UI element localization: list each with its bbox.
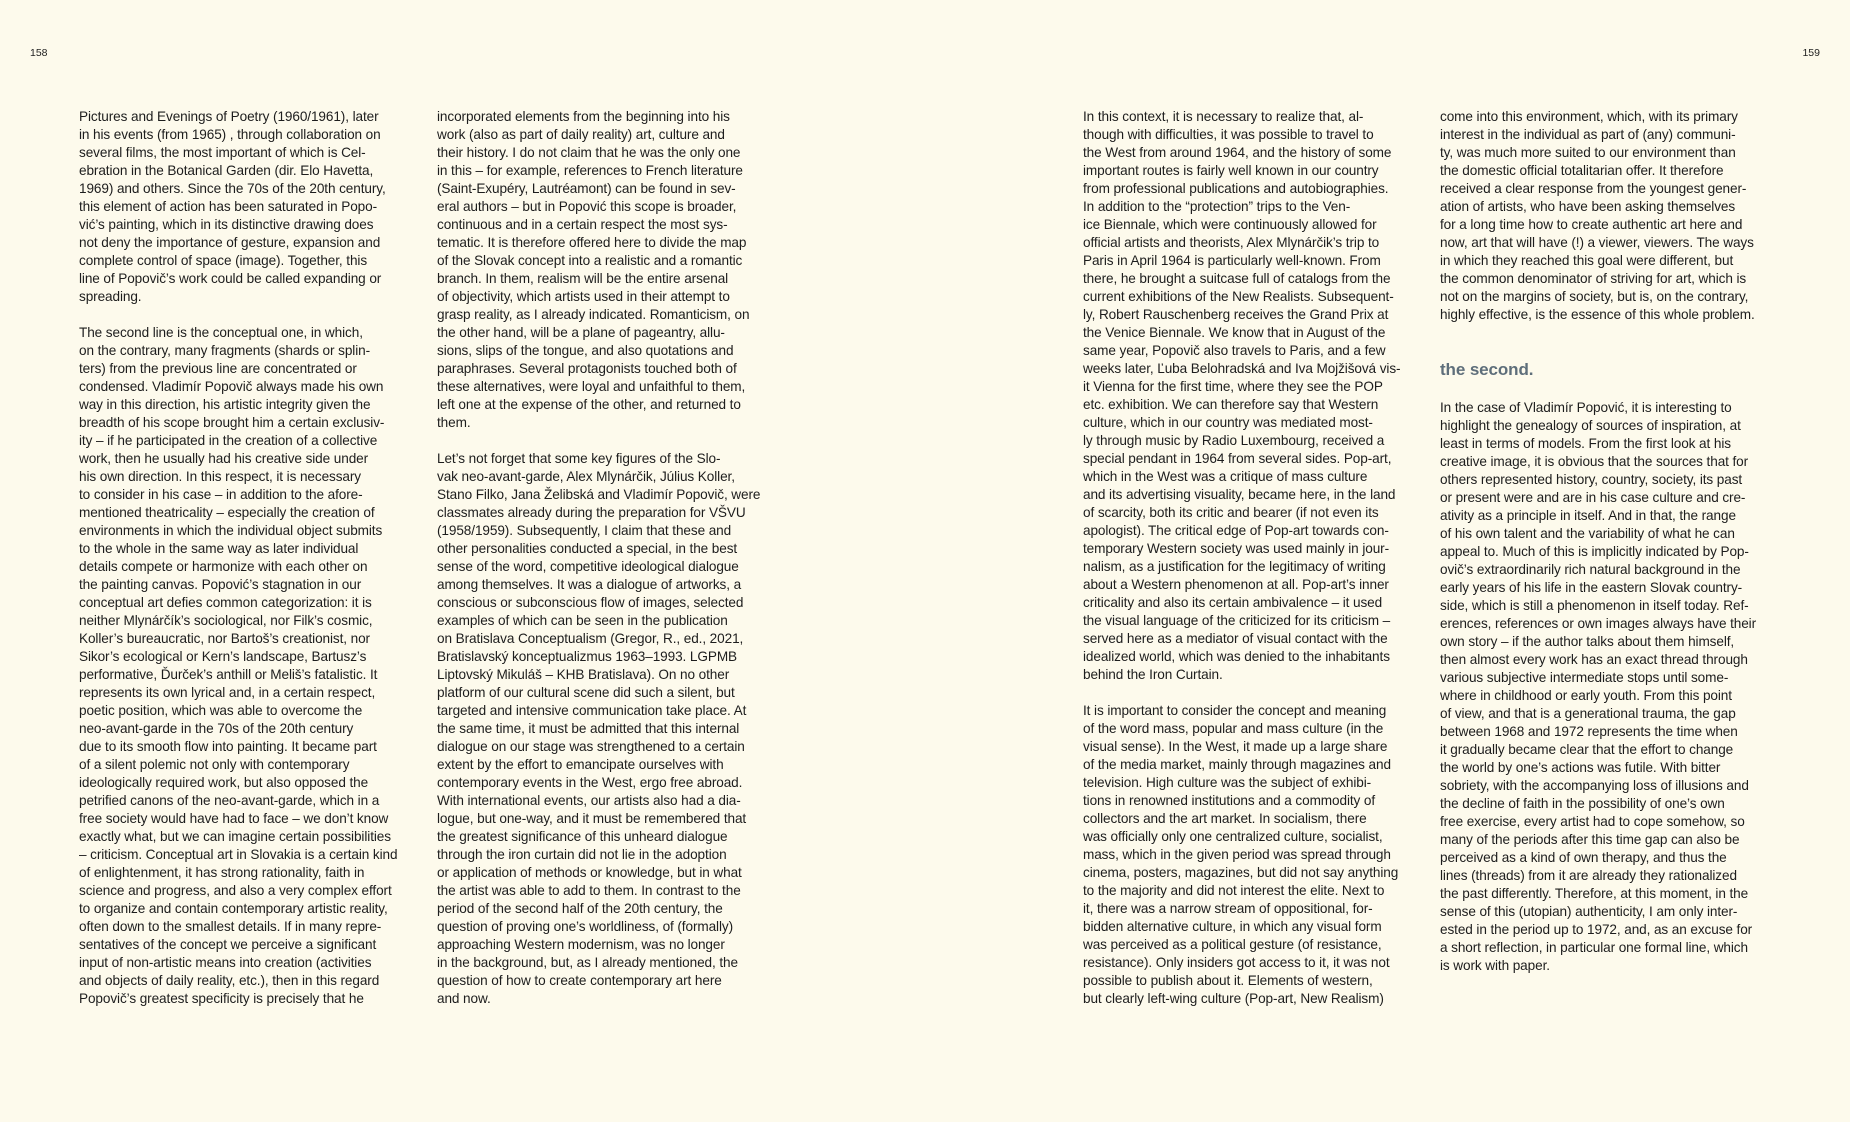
- page-number-right: 159: [1802, 47, 1820, 59]
- section-heading: the second.: [1440, 360, 1534, 379]
- paragraph: Let’s not forget that some key figures of the Slo- vak neo-avant-garde, Alex Mlynárčik, Július Koller, Stano Filko, Jana Želibská and Vladimír Popovič, were classmates already during the preparation for VŠVU (1958/1959). Subsequently, I claim that these and other personalities conducted a special, in the best sense of the word, competitive ideological dialogue among themselves. It was a dialogue of artworks, a conscious or subconscious flow of images, selected examples of which can be seen in the publication on Bratislava Conceptualism (Gregor, R., ed., 2021, Bratislavský konceptualizmus 1963–1993. LGPMB Liptovský Mikuláš – KHB Bratislava). On no other platform of our cultural scene did such a silent, but targeted and intensive communication take place. At the same time, it must be admitted that this internal dialogue on our stage was strengthened to a certain extent by the effort to emancipate ourselves with contemporary events in the West, ergo free abroad. With international events, our artists also had a dia- logue, but one-way, and it must be remembered that the greatest significance of this unheard dialogue through the iron curtain did not lie in the adoption or application of methods or knowledge, but in what the artist was able to add to them. In contrast to the period of the second half of the 20th century, the question of proving one’s worldliness, of (formally) approaching Western modernism, was no longer in the background, but, as I already mentioned, the question of how to create contemporary art here and now.: [437, 451, 761, 1006]
- paragraph: In this context, it is necessary to realize that, al- though with difficulties, it was possible to travel to the West from around 1964, and the history of some important routes is fairly well known in our country from professional publications and autobiographies. In addition to the “protection” trips to the Ven- ice Biennale, which were continuously allowed for official artists and theorists, Alex Mlynárčik’s trip to Paris in April 1964 is particularly well-known. From there, he brought a suitcase full of catalogs from the current exhibitions of the New Realists. Subsequent- ly, Robert Rauschenberg receives the Grand Prix at the Venice Biennale. We know that in August of the same year, Popovič also travels to Paris, and a few weeks later, Ľuba Belohradská and Iva Mojžišová vis- it Vienna for the first time, where they see the POP etc. exhibition. We can therefore say that Western culture, which in our country was mediated most- ly through music by Radio Luxembourg, received a special pendant in 1964 from several sides. Pop-art, which in the West was a critique of mass culture and its advertising visuality, became here, in the land of scarcity, both its critic and bearer (if not even its apologist). The critical edge of Pop-art towards con- temporary Western society was used mainly in jour- nalism, as a justification for the legitimacy of writing about a Western phenomenon at all. Pop-art’s inner criticality and also its certain ambivalence – it used the visual language of the criticized for its criticism – served here as a mediator of visual contact with the idealized world, which was denied to the inhabitants behind the Iron Curtain.: [1083, 109, 1401, 682]
- paragraph: come into this environment, which, with its primary interest in the individual as part of (any) communi- ty, was much more suited to our environment than the domestic official totalitarian offer. It therefore received a clear response from the youngest gener- ation of artists, who have been asking themselves for a long time how to create authentic art here and now, art that will have (!) a viewer, viewers. The ways in which they reached this goal were different, but the common denominator of striving for art, which is not on the margins of society, but is, on the contrary, highly effective, is the essence of this whole problem.: [1440, 109, 1755, 322]
- text-column-1: [79, 108, 412, 1026]
- paragraph: incorporated elements from the beginning into his work (also as part of daily reality) art, culture and their history. I do not claim that he was the only one in this – for example, references to French literature (Saint-Exupéry, Lautréamont) can be found in sev- eral authors – but in Popović this scope is broader, continuous and in a certain respect the most sys- tematic. It is therefore offered here to divide the map of the Slovak concept into a realistic and a romantic branch. In them, realism will be the entire arsenal of objectivity, which artists used in their attempt to grasp reality, as I already indicated. Romanticism, on the other hand, will be a plane of pageantry, allu- sions, slips of the tongue, and also quotations and paraphrases. Several protagonists touched both of these alternatives, were loyal and unfaithful to them, left one at the expense of the other, and returned to them.: [437, 109, 750, 430]
- paragraph: In the case of Vladimír Popović, it is interesting to highlight the genealogy of sources of inspiration, at least in terms of models. From the first look at his creative image, it is obvious that the sources that for others represented history, country, society, its past or present were and are in his case culture and cre- ativity as a principle in itself. And in that, the range of his own talent and the variability of what he can appeal to. Much of this is implicitly indicated by Pop- ovič’s extraordinarily rich natural background in the early years of his life in the eastern Slovak country- side, which is still a phenomenon in itself today. Ref- erences, references or own images always have their own story – if the author talks about them himself, then almost every work has an exact thread through various subjective intermediate stops until some- where in childhood or early youth. From this point of view, and that is a generational trauma, the gap between 1968 and 1972 represents the time when it gradually became clear that the effort to change the world by one’s actions was futile. With bitter sobriety, with the accompanying loss of illusions and the decline of faith in the possibility of one’s own free exercise, every artist had to cope somehow, so many of the periods after this time gap can also be perceived as a kind of own therapy, and thus the lines (threads) from it are already they rationalized the past differently. Therefore, at this moment, in the sense of this (utopian) authenticity, I am only inter- ested in the period up to 1972, and, as an excuse for a short reflection, in particular one formal line, which is work with paper.: [1440, 400, 1757, 973]
- page-number-left: 158: [30, 47, 48, 59]
- text-column-4: [1440, 108, 1775, 993]
- paragraph: The second line is the conceptual one, in which, on the contrary, many fragments (shards or splin- ters) from the previous line are concentrated or condensed. Vladimír Popovič always made his own way in this direction, his artistic integrity given the breadth of his scope brought him a certain exclusiv- ity – if he participated in the creation of a collective work, then he usually had his creative side under his own direction. In this respect, it is necessary to consider in his case – in addition to the afore- mentioned theatricality – especially the creation of environments in which the individual object submits to the whole in the same way as later individual details compete or harmonize with each other on the painting canvas. Popović’s stagnation in our conceptual art defies common categorization: it is neither Mlynárčík’s sociological, nor Filk’s cosmic, Koller’s bureaucratic, nor Bartoš’s creationist, nor Sikor’s ecological or Kern’s landscape, Bartusz’s performative, Ďurček’s anthill or Meliš’s fatalistic. It represents its own lyrical and, in a certain respect, poetic position, which was able to overcome the neo-avant-garde in the 70s of the 20th century due to its smooth flow into painting. It became part of a silent polemic not only with contemporary ideologically required work, but also opposed the petrified canons of the neo-avant-garde, which in a free society would have had to face – we don’t know exactly what, but we can imagine certain possibilities – criticism. Conceptual art in Slovakia is a certain kind of enlightenment, it has strong rationality, faith in science and progress, and also a very complex effort to organize and contain contemporary artistic reality, often down to the smallest details. If in many repre- sentatives of the concept we perceive a significant input of non-artistic means into creation (activities and objects of daily reality, etc.), then in this regard Popovič’s greatest specificity is precisely that he: [79, 325, 398, 1006]
- text-column-3: [1083, 108, 1416, 1026]
- paragraph: Pictures and Evenings of Poetry (1960/1961), later in his events (from 1965) , through collaboration on several films, the most important of which is Cel- ebration in the Botanical Garden (dir. Elo Havetta, 1969) and others. Since the 70s of the 20th century, this element of action has been saturated in Popo- vić’s painting, which in its distinctive drawing does not deny the importance of gesture, expansion and complete control of space (image). Together, this line of Popovič’s work could be called expanding or spreading.: [79, 109, 386, 304]
- text-column-2: [437, 108, 770, 1026]
- paragraph: It is important to consider the concept and meaning of the word mass, popular and mass culture (in the visual sense). In the West, it made up a large share of the media market, mainly through magazines and television. High culture was the subject of exhibi- tions in renowned institutions and a commodity of collectors and the art market. In socialism, there was officially only one centralized culture, socialist, mass, which in the given period was spread through cinema, posters, magazines, but did not say anything to the majority and did not interest the elite. Next to it, there was a narrow stream of oppositional, for- bidden alternative culture, in which any visual form was perceived as a political gesture (of resistance, resistance). Only insiders got access to it, it was not possible to publish about it. Elements of western, but clearly left-wing culture (Pop-art, New Realism): [1083, 703, 1399, 1006]
